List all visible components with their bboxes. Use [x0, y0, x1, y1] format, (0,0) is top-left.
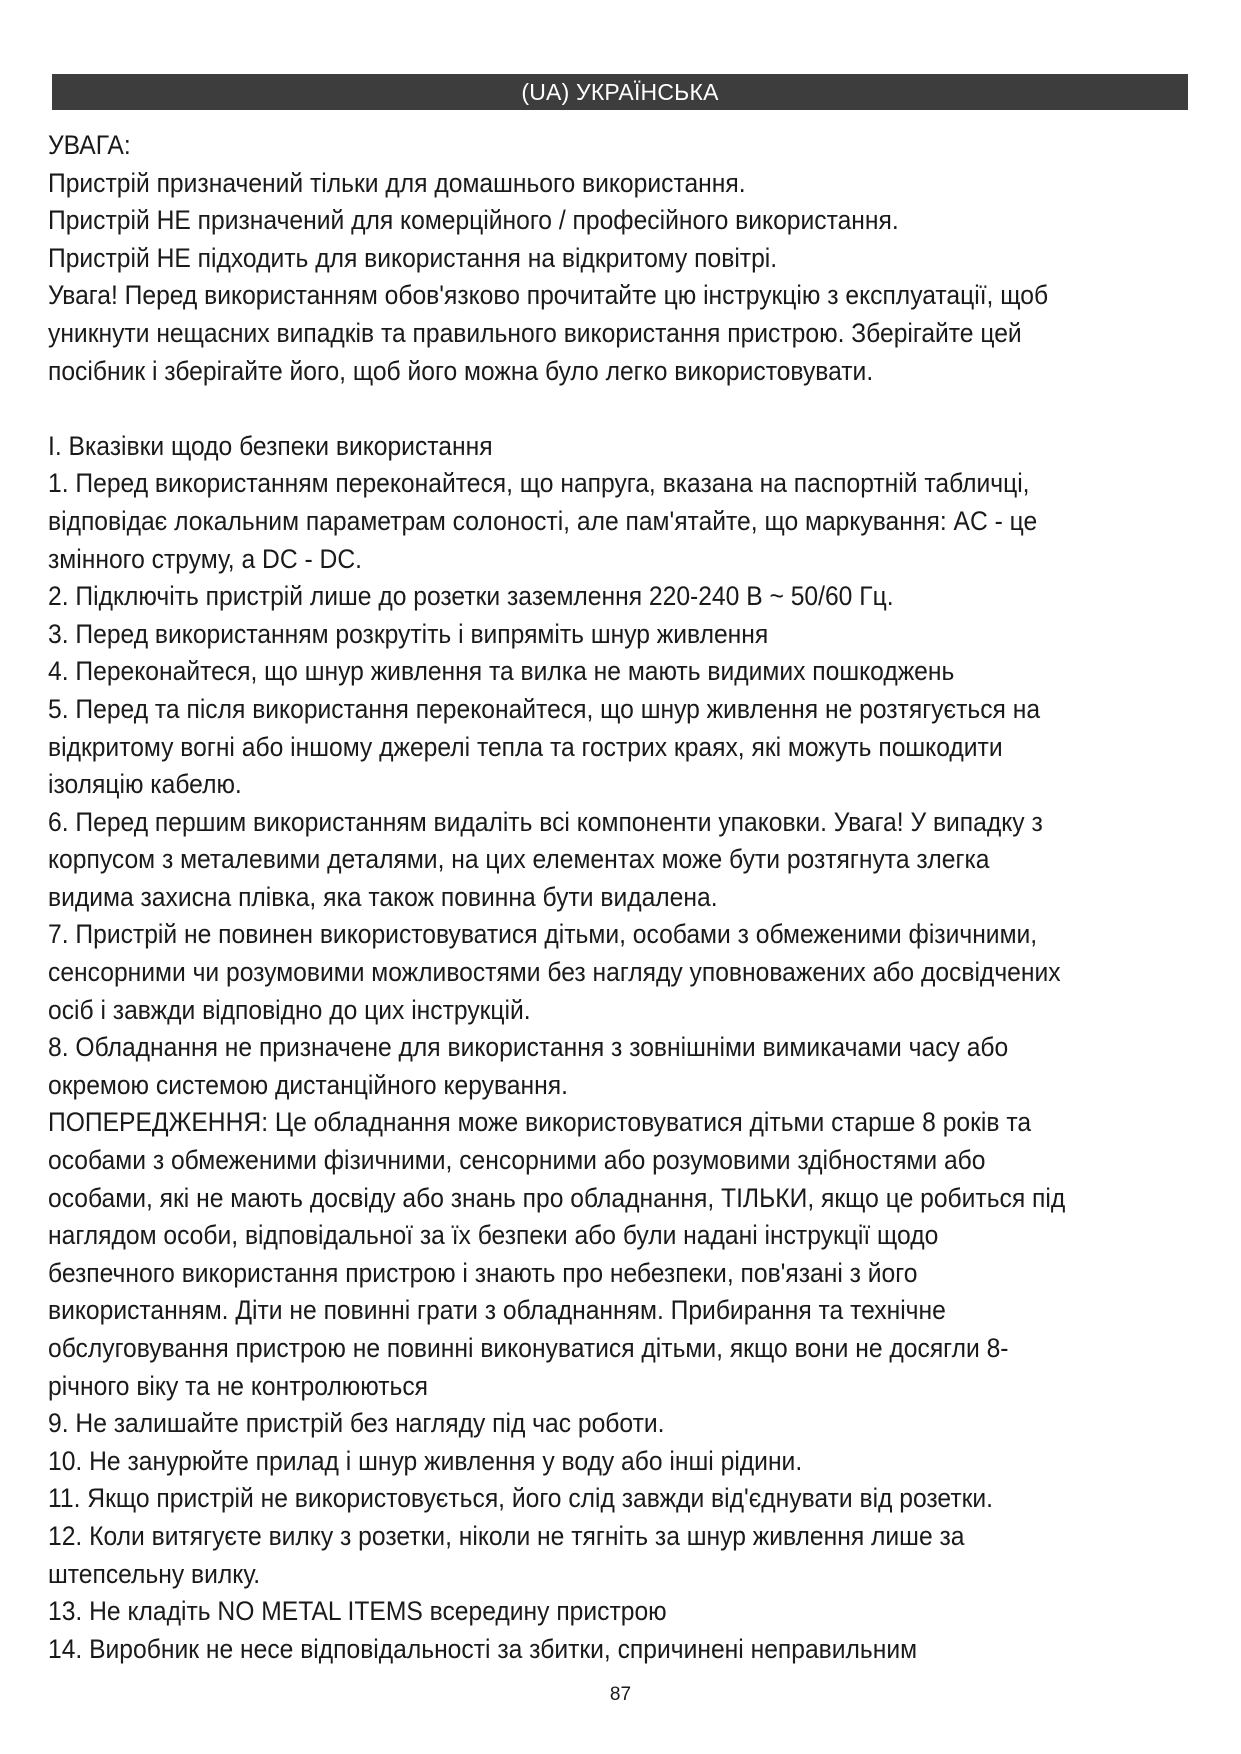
text-line: 12. Коли витягуєте вилку з розетки, ніколи не тягніть за шнур живлення лише за: [48, 1520, 965, 1551]
text-line: 1. Перед використанням переконайтеся, що напруга, вказана на паспортній табличці,: [48, 468, 1030, 499]
text-line: особами з обмеженими фізичними, сенсорними або розумовими здібностями або: [48, 1145, 986, 1176]
text-line: 4. Переконайтеся, що шнур живлення та вилка не мають видимих ​​пошкоджень: [48, 656, 955, 687]
blank-line: [48, 390, 1118, 428]
page-number: 87: [609, 1684, 632, 1705]
text-line: безпечного використання пристрою і знають про небезпеки, пов'язані з його: [48, 1257, 918, 1288]
section-heading: I. Вказівки щодо безпеки використання: [48, 430, 493, 461]
text-line: використанням. Діти не повинні грати з обладнанням. Прибирання та технічне: [48, 1295, 946, 1326]
text-line: 6. Перед першим використанням видаліть всі компоненти упаковки. Увага! У випадку з: [48, 806, 1043, 837]
text-line: 13. Не кладіть NO METAL ITEMS всередину пристрою: [48, 1596, 667, 1627]
text-line: 7. Пристрій не повинен використовуватися дітьми, особами з обмеженими фізичними,: [48, 919, 1038, 950]
text-line: наглядом особи, відповідальної за їх безпеки або були надані інструкції щодо: [48, 1220, 939, 1251]
text-line: Пристрій призначений тільки для домашнього використання.: [48, 167, 746, 198]
text-line: Увага! Перед використанням обов'язково прочитайте цю інструкцію з експлуатації, щоб: [48, 280, 1049, 311]
text-line: 2. Підключіть пристрій лише до розетки заземлення 220-240 В ~ 50/60 Гц.: [48, 581, 894, 612]
text-line: 10. Не занурюйте прилад і шнур живлення у воду або інші рідини.: [48, 1445, 803, 1476]
text-line: змінного струму, а DC - DC.: [48, 543, 363, 574]
text-line: Пристрій НЕ підходить для використання на відкритому повітрі.: [48, 242, 778, 273]
text-line: річного віку та не контролюються: [48, 1370, 429, 1401]
text-line: 5. Перед та після використання переконайтеся, що шнур живлення не розтягується на: [48, 693, 1041, 724]
text-line: УВАГА:: [48, 130, 131, 160]
text-line: 8. Обладнання не призначене для використання з зовнішніми вимикачами часу або: [48, 1032, 1009, 1063]
text-line: 11. Якщо пристрій не використовується, його слід завжди від'єднувати від розетки.: [48, 1483, 994, 1514]
text-line: штепсельну вилку.: [48, 1558, 261, 1589]
text-line: ізоляцію кабелю.: [48, 769, 242, 800]
text-line: Пристрій НЕ призначений для комерційного / професійного використання.: [48, 205, 899, 236]
text-line: обслуговування пристрою не повинні виконуватися дітьми, якщо вони не досягли 8-: [48, 1333, 1009, 1363]
text-line: особами, які не мають досвіду або знань про обладнання, ТІЛЬКИ, якщо це робиться під: [48, 1182, 1066, 1213]
text-line: видима захисна плівка, яка також повинна бути видалена.: [48, 881, 718, 912]
text-line: окремою системою дистанційного керування.: [48, 1069, 568, 1100]
text-line: 3. Перед використанням розкрутіть і випряміть шнур живлення: [48, 618, 769, 649]
text-line: відкритому вогні або іншому джерелі тепла та гострих краях, які можуть пошкодити: [48, 731, 1003, 762]
text-line: корпусом з металевими деталями, на цих елементах може бути розтягнута злегка: [48, 844, 990, 875]
text-line: 9. Не залишайте пристрій без нагляду під час роботи.: [48, 1408, 665, 1439]
language-header-bar: (UA) УКРАЇНСЬКА: [52, 74, 1188, 110]
text-line: ПОПЕРЕДЖЕННЯ: Це обладнання може використовуватися дітьми старше 8 років та: [48, 1107, 1032, 1138]
text-line: уникнути нещасних випадків та правильного використання пристрою. Зберігайте цей: [48, 317, 1022, 348]
text-line: 14. Виробник не несе відповідальності за збитки, спричинені неправильним: [48, 1633, 918, 1664]
text-line: відповідає локальним параметрам солоності, але пам'ятайте, що маркування: AC - це: [48, 505, 1038, 536]
text-line: осіб і завжди відповідно до цих інструкцій.: [48, 994, 531, 1025]
text-line: посібник і зберігайте його, щоб його можна було легко використовувати.: [48, 355, 874, 386]
text-line: сенсорними чи розумовими можливостями без нагляду уповноважених або досвідчених: [48, 957, 1061, 988]
instructions-body: [48, 127, 1118, 1668]
